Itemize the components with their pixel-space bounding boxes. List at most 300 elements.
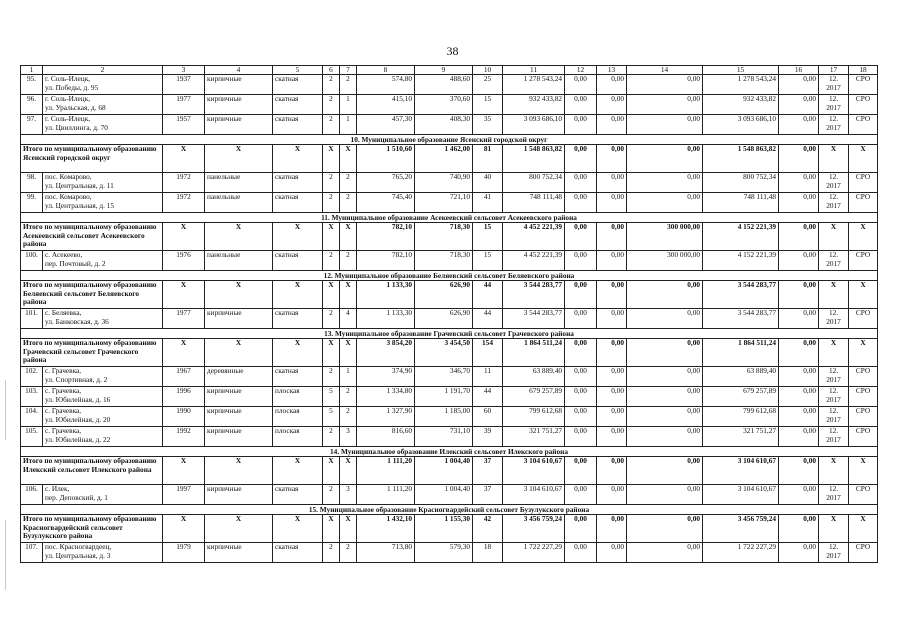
- address-cell: пос. Комарово, ул. Центральная, д. 11: [43, 173, 163, 193]
- table-cell: 96.: [21, 95, 43, 115]
- section-heading-row: [21, 447, 878, 457]
- column-number: 4: [205, 66, 273, 75]
- total-cell: 0,00: [597, 223, 627, 251]
- total-cell: 0,00: [565, 515, 597, 543]
- total-cell: 0,00: [779, 281, 819, 309]
- table-cell: панельные: [205, 173, 273, 193]
- table-row: [21, 485, 878, 505]
- table-cell: 0,00: [779, 75, 819, 95]
- section-heading-row: [21, 135, 878, 145]
- table-cell: СРО: [849, 115, 878, 135]
- table-cell: деревянные: [205, 367, 273, 387]
- table-cell: 370,60: [415, 95, 473, 115]
- table-cell: 40: [473, 173, 503, 193]
- total-cell: 1 462,00: [415, 145, 473, 173]
- table-cell: 0,00: [565, 115, 597, 135]
- table-row: [21, 75, 878, 95]
- table-cell: 932 433,82: [503, 95, 565, 115]
- section-heading: 14. Муниципальное образование Илекский сельсовет Илекского района: [21, 447, 878, 457]
- table-row: [21, 367, 878, 387]
- table-cell: 1972: [163, 173, 205, 193]
- total-cell: 154: [473, 339, 503, 367]
- total-cell: 3 854,20: [357, 339, 415, 367]
- table-cell: 1 722 227,29: [503, 543, 565, 563]
- address-cell: с. Грачевка, ул. Спортивная, д. 2: [43, 367, 163, 387]
- table-cell: 2: [340, 193, 357, 213]
- table-cell: 0,00: [597, 407, 627, 427]
- total-row: [21, 339, 878, 367]
- total-cell: 0,00: [565, 281, 597, 309]
- total-cell: X: [205, 281, 273, 309]
- total-cell: 0,00: [627, 457, 703, 485]
- table-cell: кирпичные: [205, 95, 273, 115]
- table-cell: 0,00: [565, 485, 597, 505]
- table-cell: 0,00: [597, 427, 627, 447]
- table-cell: 765,20: [357, 173, 415, 193]
- table-cell: 95.: [21, 75, 43, 95]
- table-cell: СРО: [849, 309, 878, 329]
- table-cell: 12. 2017: [819, 387, 849, 407]
- table-cell: 44: [473, 309, 503, 329]
- table-cell: 574,80: [357, 75, 415, 95]
- table-cell: 721,10: [415, 193, 473, 213]
- table-cell: 800 752,34: [703, 173, 779, 193]
- table-cell: 2: [340, 387, 357, 407]
- table-row: [21, 251, 878, 271]
- table-cell: 11: [473, 367, 503, 387]
- total-cell: X: [323, 515, 340, 543]
- table-cell: 0,00: [627, 75, 703, 95]
- table-cell: 41: [473, 193, 503, 213]
- table-cell: 488,60: [415, 75, 473, 95]
- table-cell: 799 612,68: [703, 407, 779, 427]
- table-cell: 12. 2017: [819, 95, 849, 115]
- total-cell: X: [340, 457, 357, 485]
- table-cell: кирпичные: [205, 407, 273, 427]
- table-cell: 0,00: [565, 309, 597, 329]
- table-cell: 5: [323, 407, 340, 427]
- table-cell: 2: [323, 367, 340, 387]
- table-cell: 0,00: [779, 173, 819, 193]
- total-row: [21, 145, 878, 173]
- total-cell: 1 548 863,82: [503, 145, 565, 173]
- total-cell: 3 454,50: [415, 339, 473, 367]
- column-number: 7: [340, 66, 357, 75]
- total-cell: 37: [473, 457, 503, 485]
- table-cell: 106.: [21, 485, 43, 505]
- column-number: 12: [565, 66, 597, 75]
- section-heading: 15. Муниципальное образование Красногвардейский сельсовет Бузулукского района: [21, 505, 878, 515]
- table-body: [21, 66, 878, 563]
- table-cell: 4: [340, 309, 357, 329]
- table-cell: 0,00: [779, 427, 819, 447]
- table-cell: плоская: [273, 387, 323, 407]
- table-cell: 2: [340, 173, 357, 193]
- total-cell: 0,00: [597, 145, 627, 173]
- scan-edge-mark: [5, 520, 6, 590]
- table-cell: плоская: [273, 427, 323, 447]
- table-cell: плоская: [273, 407, 323, 427]
- table-cell: 0,00: [565, 367, 597, 387]
- table-cell: СРО: [849, 251, 878, 271]
- column-number: 9: [415, 66, 473, 75]
- column-number: 3: [163, 66, 205, 75]
- total-cell: 3 104 610,67: [703, 457, 779, 485]
- table-cell: 12. 2017: [819, 173, 849, 193]
- total-cell: X: [819, 223, 849, 251]
- table-cell: 932 433,82: [703, 95, 779, 115]
- table-cell: 0,00: [627, 193, 703, 213]
- column-number-row: [21, 66, 878, 75]
- table-cell: 718,30: [415, 251, 473, 271]
- total-cell: 0,00: [565, 145, 597, 173]
- address-cell: г. Соль-Илецк, ул. Уральская, д. 68: [43, 95, 163, 115]
- table-cell: 0,00: [627, 543, 703, 563]
- table-cell: 1 111,20: [357, 485, 415, 505]
- table-cell: 0,00: [627, 173, 703, 193]
- table-cell: 0,00: [779, 251, 819, 271]
- table-cell: 2: [323, 543, 340, 563]
- total-cell: X: [163, 515, 205, 543]
- total-cell: 626,90: [415, 281, 473, 309]
- table-cell: 0,00: [565, 407, 597, 427]
- table-cell: 1937: [163, 75, 205, 95]
- total-cell: 0,00: [779, 457, 819, 485]
- total-cell: X: [340, 339, 357, 367]
- total-cell: 3 456 759,24: [703, 515, 779, 543]
- table-cell: 1997: [163, 485, 205, 505]
- table-cell: 0,00: [779, 193, 819, 213]
- section-heading: 10. Муниципальное образование Ясенский городской округ: [21, 135, 878, 145]
- total-cell: X: [163, 457, 205, 485]
- section-heading-row: [21, 505, 878, 515]
- table-cell: 102.: [21, 367, 43, 387]
- table-cell: 0,00: [597, 193, 627, 213]
- total-cell: 3 544 283,77: [703, 281, 779, 309]
- table-cell: 0,00: [565, 427, 597, 447]
- table-cell: кирпичные: [205, 115, 273, 135]
- table-cell: скатная: [273, 309, 323, 329]
- table-cell: кирпичные: [205, 75, 273, 95]
- total-label: Итого по муниципальному образованию Грачевский сельсовет Грачевского района: [21, 339, 163, 367]
- total-cell: 0,00: [779, 515, 819, 543]
- column-number: 5: [273, 66, 323, 75]
- total-cell: 1 155,30: [415, 515, 473, 543]
- address-cell: с. Илек, пер. Деповский, д. 1: [43, 485, 163, 505]
- section-heading: 11. Муниципальное образование Асекеевский сельсовет Асекеевского района: [21, 213, 878, 223]
- total-cell: X: [205, 515, 273, 543]
- total-label: Итого по муниципальному образованию Илекский сельсовет Илекского района: [21, 457, 163, 485]
- column-number: 6: [323, 66, 340, 75]
- total-cell: 1 111,20: [357, 457, 415, 485]
- total-cell: 0,00: [627, 145, 703, 173]
- column-number: 14: [627, 66, 703, 75]
- total-cell: 0,00: [779, 339, 819, 367]
- table-cell: скатная: [273, 115, 323, 135]
- table-cell: 105.: [21, 427, 43, 447]
- total-cell: X: [849, 223, 878, 251]
- table-cell: кирпичные: [205, 387, 273, 407]
- page-number: 38: [446, 44, 459, 58]
- table-cell: 415,10: [357, 95, 415, 115]
- table-cell: 12. 2017: [819, 251, 849, 271]
- table-cell: 0,00: [597, 251, 627, 271]
- table-cell: 457,30: [357, 115, 415, 135]
- total-label: Итого по муниципальному образованию Ясенский городской округ: [21, 145, 163, 173]
- table-cell: 3 104 610,67: [503, 485, 565, 505]
- total-cell: 42: [473, 515, 503, 543]
- total-cell: X: [340, 223, 357, 251]
- total-cell: 1 432,10: [357, 515, 415, 543]
- table-cell: 63 889,40: [503, 367, 565, 387]
- table-cell: 103.: [21, 387, 43, 407]
- table-cell: СРО: [849, 485, 878, 505]
- table-cell: 99.: [21, 193, 43, 213]
- address-cell: с. Грачевка, ул. Юбилейная, д. 16: [43, 387, 163, 407]
- table-cell: 44: [473, 387, 503, 407]
- total-cell: X: [323, 457, 340, 485]
- table-cell: 0,00: [565, 251, 597, 271]
- total-cell: X: [849, 339, 878, 367]
- table-cell: СРО: [849, 95, 878, 115]
- total-row: [21, 223, 878, 251]
- total-cell: X: [849, 457, 878, 485]
- table-cell: 321 751,27: [503, 427, 565, 447]
- table-cell: 2: [340, 251, 357, 271]
- table-cell: 748 111,48: [503, 193, 565, 213]
- column-number: 10: [473, 66, 503, 75]
- total-label: Итого по муниципальному образованию Асекеевский сельсовет Асекеевского района: [21, 223, 163, 251]
- total-cell: X: [323, 281, 340, 309]
- table-cell: 1: [340, 115, 357, 135]
- total-cell: X: [849, 145, 878, 173]
- table-cell: СРО: [849, 173, 878, 193]
- table-cell: 1996: [163, 387, 205, 407]
- table-cell: 1: [340, 95, 357, 115]
- total-cell: X: [819, 281, 849, 309]
- table-cell: 1957: [163, 115, 205, 135]
- table-cell: 0,00: [597, 173, 627, 193]
- total-row: [21, 281, 878, 309]
- total-cell: X: [273, 339, 323, 367]
- total-cell: X: [163, 281, 205, 309]
- table-cell: 98.: [21, 173, 43, 193]
- table-cell: 0,00: [627, 427, 703, 447]
- table-row: [21, 407, 878, 427]
- table-cell: скатная: [273, 173, 323, 193]
- table-cell: 2: [323, 173, 340, 193]
- table-cell: 1 133,30: [357, 309, 415, 329]
- total-cell: X: [323, 145, 340, 173]
- scan-edge-mark: [5, 380, 6, 440]
- table-cell: СРО: [849, 387, 878, 407]
- table-cell: 0,00: [627, 95, 703, 115]
- table-cell: 0,00: [779, 309, 819, 329]
- table-cell: 0,00: [779, 115, 819, 135]
- total-cell: 0,00: [779, 223, 819, 251]
- table-cell: скатная: [273, 543, 323, 563]
- table-cell: 39: [473, 427, 503, 447]
- table-cell: 1977: [163, 95, 205, 115]
- table-cell: 679 257,89: [503, 387, 565, 407]
- table-cell: 0,00: [597, 75, 627, 95]
- total-cell: 15: [473, 223, 503, 251]
- total-cell: X: [849, 515, 878, 543]
- section-heading-row: [21, 213, 878, 223]
- table-cell: 12. 2017: [819, 309, 849, 329]
- table-cell: 0,00: [627, 485, 703, 505]
- table-cell: 25: [473, 75, 503, 95]
- section-heading-row: [21, 329, 878, 339]
- table-cell: 12. 2017: [819, 407, 849, 427]
- table-cell: скатная: [273, 75, 323, 95]
- total-cell: 0,00: [565, 457, 597, 485]
- address-cell: с. Беляевка, ул. Банковская, д. 36: [43, 309, 163, 329]
- total-label: Итого по муниципальному образованию Красногвардейский сельсовет Бузулукского района: [21, 515, 163, 543]
- table-cell: 101.: [21, 309, 43, 329]
- table-cell: 0,00: [627, 367, 703, 387]
- table-cell: 0,00: [627, 407, 703, 427]
- total-cell: X: [819, 339, 849, 367]
- total-cell: 0,00: [627, 281, 703, 309]
- column-number: 11: [503, 66, 565, 75]
- total-cell: 0,00: [597, 339, 627, 367]
- table-cell: 1: [340, 367, 357, 387]
- column-number: 1: [21, 66, 43, 75]
- section-heading: 13. Муниципальное образование Грачевский сельсовет Грачевского района: [21, 329, 878, 339]
- address-cell: пос. Комарово, ул. Центральная, д. 15: [43, 193, 163, 213]
- table-cell: 63 889,40: [703, 367, 779, 387]
- table-cell: 104.: [21, 407, 43, 427]
- column-number: 15: [703, 66, 779, 75]
- total-cell: X: [205, 223, 273, 251]
- total-cell: X: [273, 223, 323, 251]
- column-number: 16: [779, 66, 819, 75]
- table-cell: 713,80: [357, 543, 415, 563]
- table-cell: 816,60: [357, 427, 415, 447]
- table-cell: 745,40: [357, 193, 415, 213]
- address-cell: г. Соль-Илецк, ул. Победы, д. 95: [43, 75, 163, 95]
- total-cell: 782,10: [357, 223, 415, 251]
- table-cell: 12. 2017: [819, 485, 849, 505]
- table-cell: 0,00: [597, 309, 627, 329]
- table-cell: 0,00: [565, 95, 597, 115]
- table-cell: 799 612,68: [503, 407, 565, 427]
- table-cell: 0,00: [565, 193, 597, 213]
- total-cell: 4 452 221,39: [503, 223, 565, 251]
- table-cell: 2: [323, 95, 340, 115]
- table-cell: 12. 2017: [819, 75, 849, 95]
- total-label: Итого по муниципальному образованию Беляевский сельсовет Беляевского района: [21, 281, 163, 309]
- table-cell: скатная: [273, 367, 323, 387]
- column-number: 2: [43, 66, 163, 75]
- table-cell: 0,00: [627, 309, 703, 329]
- total-cell: X: [163, 339, 205, 367]
- total-cell: 300 000,00: [627, 223, 703, 251]
- total-cell: 3 544 283,77: [503, 281, 565, 309]
- table-cell: панельные: [205, 193, 273, 213]
- table-cell: 1 278 543,24: [503, 75, 565, 95]
- table-cell: СРО: [849, 75, 878, 95]
- total-cell: 1 548 863,82: [703, 145, 779, 173]
- table-cell: 12. 2017: [819, 193, 849, 213]
- table-cell: 1 185,00: [415, 407, 473, 427]
- table-cell: 100.: [21, 251, 43, 271]
- total-cell: X: [273, 457, 323, 485]
- total-cell: 0,00: [627, 339, 703, 367]
- table-cell: скатная: [273, 193, 323, 213]
- table-cell: 2: [323, 485, 340, 505]
- address-cell: пос. Красногвардеец, ул. Центральная, д. 3: [43, 543, 163, 563]
- total-cell: X: [205, 145, 273, 173]
- column-number: 18: [849, 66, 878, 75]
- table-cell: 740,90: [415, 173, 473, 193]
- table-cell: 1 278 543,24: [703, 75, 779, 95]
- total-cell: 1 864 511,24: [503, 339, 565, 367]
- section-heading-row: [21, 271, 878, 281]
- table-cell: 2: [340, 543, 357, 563]
- table-cell: 0,00: [779, 407, 819, 427]
- table-row: [21, 173, 878, 193]
- table-cell: 0,00: [565, 543, 597, 563]
- table-cell: 782,10: [357, 251, 415, 271]
- table-row: [21, 115, 878, 135]
- table-cell: 0,00: [597, 485, 627, 505]
- address-cell: с. Грачевка, ул. Юбилейная, д. 22: [43, 427, 163, 447]
- table-cell: 2: [340, 407, 357, 427]
- table-row: [21, 309, 878, 329]
- table-cell: кирпичные: [205, 485, 273, 505]
- address-cell: г. Соль-Илецк, ул. Цвиллинга, д. 70: [43, 115, 163, 135]
- table-cell: 3: [340, 427, 357, 447]
- table-row: [21, 95, 878, 115]
- table-cell: 0,00: [627, 115, 703, 135]
- table-cell: 2: [340, 75, 357, 95]
- table-cell: 300 000,00: [627, 251, 703, 271]
- table-row: [21, 193, 878, 213]
- address-cell: с. Грачевка, ул. Юбилейная, д. 20: [43, 407, 163, 427]
- table-cell: СРО: [849, 543, 878, 563]
- table-cell: 1990: [163, 407, 205, 427]
- total-cell: X: [163, 145, 205, 173]
- table-cell: 0,00: [565, 173, 597, 193]
- table-cell: 97.: [21, 115, 43, 135]
- table-cell: 2: [323, 309, 340, 329]
- table-cell: 1992: [163, 427, 205, 447]
- table-cell: 374,90: [357, 367, 415, 387]
- table-cell: 4 152 221,39: [703, 251, 779, 271]
- table-cell: 1972: [163, 193, 205, 213]
- table-cell: кирпичные: [205, 427, 273, 447]
- table-cell: 12. 2017: [819, 367, 849, 387]
- table-cell: 0,00: [779, 485, 819, 505]
- table-cell: 626,90: [415, 309, 473, 329]
- table-cell: 35: [473, 115, 503, 135]
- total-cell: X: [273, 515, 323, 543]
- address-cell: с. Асекеево, пер. Почтовый, д. 2: [43, 251, 163, 271]
- table-cell: СРО: [849, 407, 878, 427]
- table-cell: 1 191,70: [415, 387, 473, 407]
- total-cell: 4 152 221,39: [703, 223, 779, 251]
- table-cell: 2: [323, 427, 340, 447]
- table-cell: 0,00: [597, 115, 627, 135]
- table-cell: 0,00: [779, 387, 819, 407]
- total-cell: 44: [473, 281, 503, 309]
- total-row: [21, 515, 878, 543]
- total-cell: 718,30: [415, 223, 473, 251]
- table-cell: скатная: [273, 485, 323, 505]
- table-cell: 2: [323, 75, 340, 95]
